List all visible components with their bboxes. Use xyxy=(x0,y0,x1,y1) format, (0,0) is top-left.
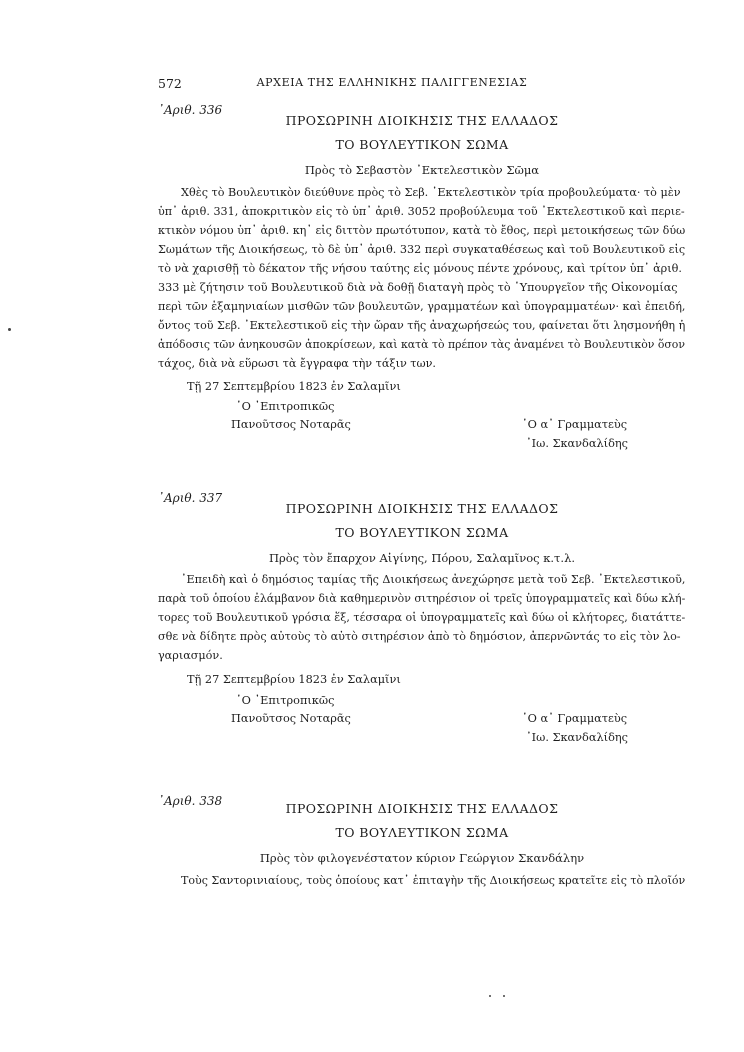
body-line: γαριασμόν. xyxy=(158,649,223,662)
running-head: ΑΡΧΕΙΑ ΤΗΣ ΕΛΛΗΝΙΚΗΣ ΠΑΛΙΓΓΕΝΕΣΙΑΣ xyxy=(256,76,528,89)
document-title: ΠΡΟΣΩΡΙΝΗ ΔΙΟΙΚΗΣΙΣ ΤΗΣ ΕΛΛΑΔΟΣ xyxy=(285,501,559,516)
document-address: Πρὸς τὸ Σεβαστὸν ᾽Εκτελεστικὸν Σῶμα xyxy=(304,163,540,177)
body-line: ὑπ᾽ ἀριθ. 331, ἀποκριτικὸν εἰς τὸ ὑπ᾽ ἀριθ. 3052 προβούλευμα τοῦ ᾽Εκτελεστικοῦ καὶ περιε- xyxy=(158,205,685,218)
body-line: ὄντος τοῦ Σεβ. ᾽Εκτελεστικοῦ εἰς τὴν ὥραν τῆς ἀναχωρήσεώς του, φαίνεται ὅτι λησμονήθη ἡ xyxy=(158,319,686,332)
body-line: Χθὲς τὸ Βουλευτικὸν διεύθυνε πρὸς τὸ Σεβ. ᾽Εκτελεστικὸν τρία προβουλεύματα· τὸ μὲν xyxy=(181,186,681,199)
body-line: ᾽Επειδὴ καὶ ὁ δημόσιος ταμίας τῆς Διοικήσεως ἀνεχώρησε μετὰ τοῦ Σεβ. ᾽Εκτελεστικοῦ, xyxy=(181,573,686,586)
signature-name-left: Πανοῦτσος Νοταρᾶς xyxy=(231,712,351,725)
document-address: Πρὸς τὸν ἔπαρχον Αἰγίνης, Πόρου, Σαλαμῖνος κ.τ.λ. xyxy=(268,551,576,565)
document-subtitle: ΤΟ ΒΟΥΛΕΥΤΙΚΟΝ ΣΩΜΑ xyxy=(335,825,509,840)
signature-title-left: ῾Ο ᾽Επιτροπικῶς xyxy=(236,694,335,707)
page-number: 572 xyxy=(158,76,182,91)
body-line: Σωμάτων τῆς Διοικήσεως, τὸ δὲ ὑπ᾽ ἀριθ. 332 περὶ συγκαταθέσεως καὶ τοῦ Βουλευτικοῦ εἰς xyxy=(158,243,686,256)
signature-name-left: Πανοῦτσος Νοταρᾶς xyxy=(231,418,351,431)
body-line: 333 μὲ ζήτησιν τοῦ Βουλευτικοῦ διὰ νὰ δοθῇ διαταγὴ πρὸς τὸ ῾Υπουργεῖον τῆς Οἰκονομίας xyxy=(158,281,678,294)
body-line: τάχος, διὰ νὰ εὕρωσι τὰ ἔγγραφα τὴν τάξιν των. xyxy=(158,357,436,370)
body-line: τὸ νὰ χαρισθῇ τὸ δέκατον τῆς νήσου ταύτης εἰς μόνους πέντε χρόνους, καὶ τρίτον ὑπ᾽ ἀριθ. xyxy=(158,262,682,275)
document-subtitle: ΤΟ ΒΟΥΛΕΥΤΙΚΟΝ ΣΩΜΑ xyxy=(335,137,509,152)
document-date: Τῇ 27 Σεπτεμβρίου 1823 ἐν Σαλαμῖνι xyxy=(187,673,401,686)
scan-speck xyxy=(503,995,505,997)
document-date: Τῇ 27 Σεπτεμβρίου 1823 ἐν Σαλαμῖνι xyxy=(187,380,401,393)
signature-title-left: ῾Ο ᾽Επιτροπικῶς xyxy=(236,400,335,413)
body-line: ἀπόδοσις τῶν ἀνηκουσῶν ἀποκρίσεων, καὶ κατὰ τὸ πρέπον τὰς ἀναμένει τὸ Βουλευτικὸν ὅσον xyxy=(158,338,685,351)
body-line: Τοὺς Σαντορινιαίους, τοὺς ὁποίους κατ᾽ ἐπιταγὴν τῆς Διοικήσεως κρατεῖτε εἰς τὸ πλοῖόν xyxy=(181,874,686,887)
document-subtitle: ΤΟ ΒΟΥΛΕΥΤΙΚΟΝ ΣΩΜΑ xyxy=(335,525,509,540)
signature-title-right: ῾Ο α᾽ Γραμματεὺς xyxy=(522,418,628,431)
body-line: κτικὸν νόμου ὑπ᾽ ἀριθ. κη᾽ εἰς διττὸν πρωτότυπον, κατὰ τὸ ἔθος, περὶ μετοικήσεως τῶν δύω xyxy=(158,224,686,237)
signature-name-right: ᾽Ιω. Σκανδαλίδης xyxy=(526,731,628,744)
document-number: ᾽Αριθ. 338 xyxy=(158,794,223,808)
body-line: παρὰ τοῦ ὁποίου ἐλάμβανον διὰ καθημερινὸν σιτηρέσιον οἱ τρεῖς ὑπογραμματεῖς καὶ δύω κλή- xyxy=(158,592,686,605)
body-line: τορες τοῦ Βουλευτικοῦ γρόσια ἕξ, τέσσαρα οἱ ὑπογραμματεῖς καὶ δύω οἱ κλήτορες, διατάττε- xyxy=(158,611,686,624)
signature-title-right: ῾Ο α᾽ Γραμματεὺς xyxy=(522,712,628,725)
document-address: Πρὸς τὸν φιλογενέστατον κύριον Γεώργιον Σκανδάλην xyxy=(259,851,585,865)
document-title: ΠΡΟΣΩΡΙΝΗ ΔΙΟΙΚΗΣΙΣ ΤΗΣ ΕΛΛΑΔΟΣ xyxy=(285,801,559,816)
document-title: ΠΡΟΣΩΡΙΝΗ ΔΙΟΙΚΗΣΙΣ ΤΗΣ ΕΛΛΑΔΟΣ xyxy=(285,113,559,128)
body-line: σθε νὰ δίδητε πρὸς αὐτοὺς τὸ αὐτὸ σιτηρέσιον ἀπὸ τὸ δημόσιον, ἀπερνῶντάς το εἰς τὸν λο- xyxy=(158,630,681,643)
scan-speck xyxy=(489,995,491,997)
scan-speck xyxy=(8,328,11,331)
body-line: περὶ τῶν ἑξαμηνιαίων μισθῶν τῶν βουλευτῶν, γραμματέων καὶ ὑπογραμματέων· καὶ ἐπειδή, xyxy=(158,300,686,313)
document-number: ᾽Αριθ. 336 xyxy=(158,103,223,117)
signature-name-right: ᾽Ιω. Σκανδαλίδης xyxy=(526,437,628,450)
document-number: ᾽Αριθ. 337 xyxy=(158,491,223,505)
